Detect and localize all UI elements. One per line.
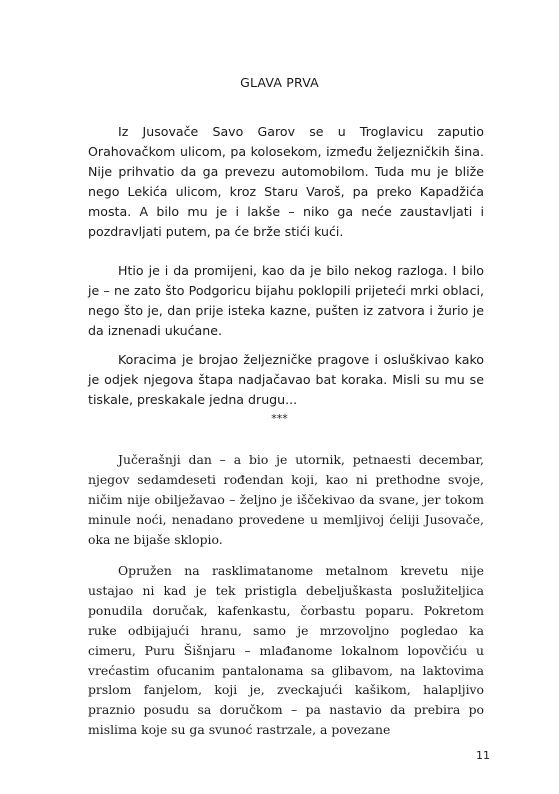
paragraph: Opružen na rasklimatanome metalnom krevetu nije ustajao ni kad je tek pristigla debeljuškasta poslužiteljica ponudila doručak, kafenkastu, čorbastu poparu. Pokretom ruke odbijajući hranu, samo je mrzovoljno pogledao ka cimeru, Puru Šišnjaru – mlađanome lokalnom lopovčiću u vrećastim ofucanim pantalonama sa glibavom, na laktovima prslom fanjelom, koji je, zveckajući kašikom, halapljivo praznio posudu sa doručkom – pa nastavio da prebira po mislima koje su ga svunoć rastrzale, a povezane — [88, 563, 484, 738]
paragraph: Jučerašnji dan – a bio je utornik, petnaesti decembar, njegov sedamdeseti rođendan koji, kao ni prethodne svoje, ničim nije obilježavao – željno je iščekivao da svane, jer tokom minule noći, nenadano provedene u memljivoj ćeliji Jusovače, oka ne bijaše sklopio. — [88, 452, 484, 547]
page-number: 11 — [476, 749, 490, 762]
paragraph: Koracima je brojao željezničke pragove i osluškivao kako je odjek njegova štapa nadjačavao bat koraka. Misli su mu se tiskale, preskakale jedna drugu... — [88, 352, 484, 407]
paragraph-block — [88, 450, 484, 550]
paragraph-block — [88, 561, 484, 740]
section-separator: *** — [271, 412, 288, 425]
paragraph-block — [88, 350, 484, 410]
paragraph-block — [88, 261, 484, 341]
paragraph: Iz Jusovače Savo Garov se u Troglavicu zaputio Orahovačkom ulicom, pa kolosekom, između željezničkih šina. Nije prihvatio da ga prevezu automobilom. Tuda mu je bliže nego Lekića ulicom, kroz Staru Varoš, pa preko Kapadžića mosta. A bilo mu je i lakše – niko ga neće zaustavljati i pozdravljati putem, pa će brže stići kući. — [88, 124, 484, 239]
paragraph: Htio je i da promijeni, kao da je bilo nekog razloga. I bilo je – ne zato što Podgoricu bijahu poklopili prijeteći mrki oblaci, nego što je, dan prije isteka kazne, pušten iz zatvora i žurio je da iznenadi ukućane. — [88, 263, 484, 338]
chapter-title: GLAVA PRVA — [240, 75, 319, 90]
paragraph-block — [88, 122, 484, 241]
